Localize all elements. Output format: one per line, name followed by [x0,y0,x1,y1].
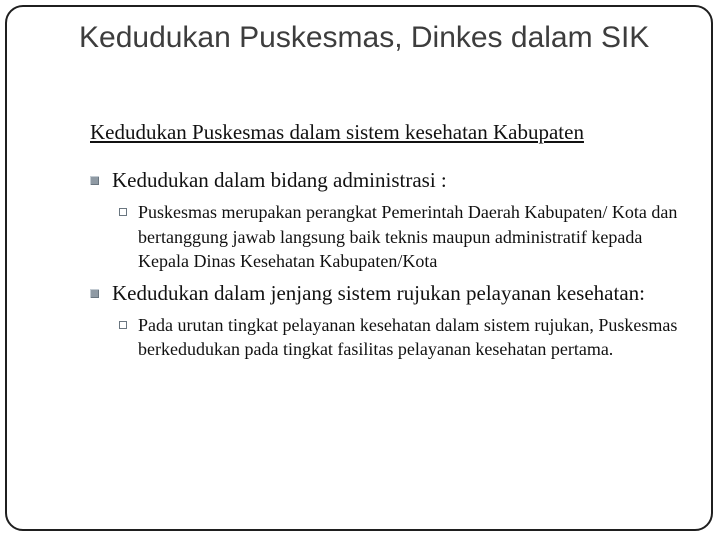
square-bullet-icon [90,176,99,185]
hollow-square-bullet-icon [119,321,127,329]
bullet-text: Kedudukan dalam bidang administrasi : [112,168,447,192]
intro-heading: Kedudukan Puskesmas dalam sistem kesehatan Kabupaten [90,120,584,144]
sub-bullet-administrasi [90,200,690,274]
square-bullet-icon [90,289,99,298]
slide-title: Kedudukan Puskesmas, Dinkes dalam SIK [79,21,650,54]
sub-bullet-rujukan [90,313,690,362]
bullet-administrasi [90,168,690,193]
sub-bullet-text: Puskesmas merupakan perangkat Pemerintah Daerah Kabupaten/ Kota dan bertanggung jawab langsung baik teknis maupun administratif kepada Kepala Dinas Kesehatan Kabupaten/Kota [138,202,678,271]
bullet-rujukan [90,281,690,306]
slide-content [90,120,690,362]
sub-bullet-text: Pada urutan tingkat pelayanan kesehatan dalam sistem rujukan, Puskesmas berkedudukan pada tingkat fasilitas pelayanan kesehatan pertama. [138,314,678,359]
hollow-square-bullet-icon [119,208,127,216]
bullet-text: Kedudukan dalam jenjang sistem rujukan pelayanan kesehatan: [112,280,645,305]
